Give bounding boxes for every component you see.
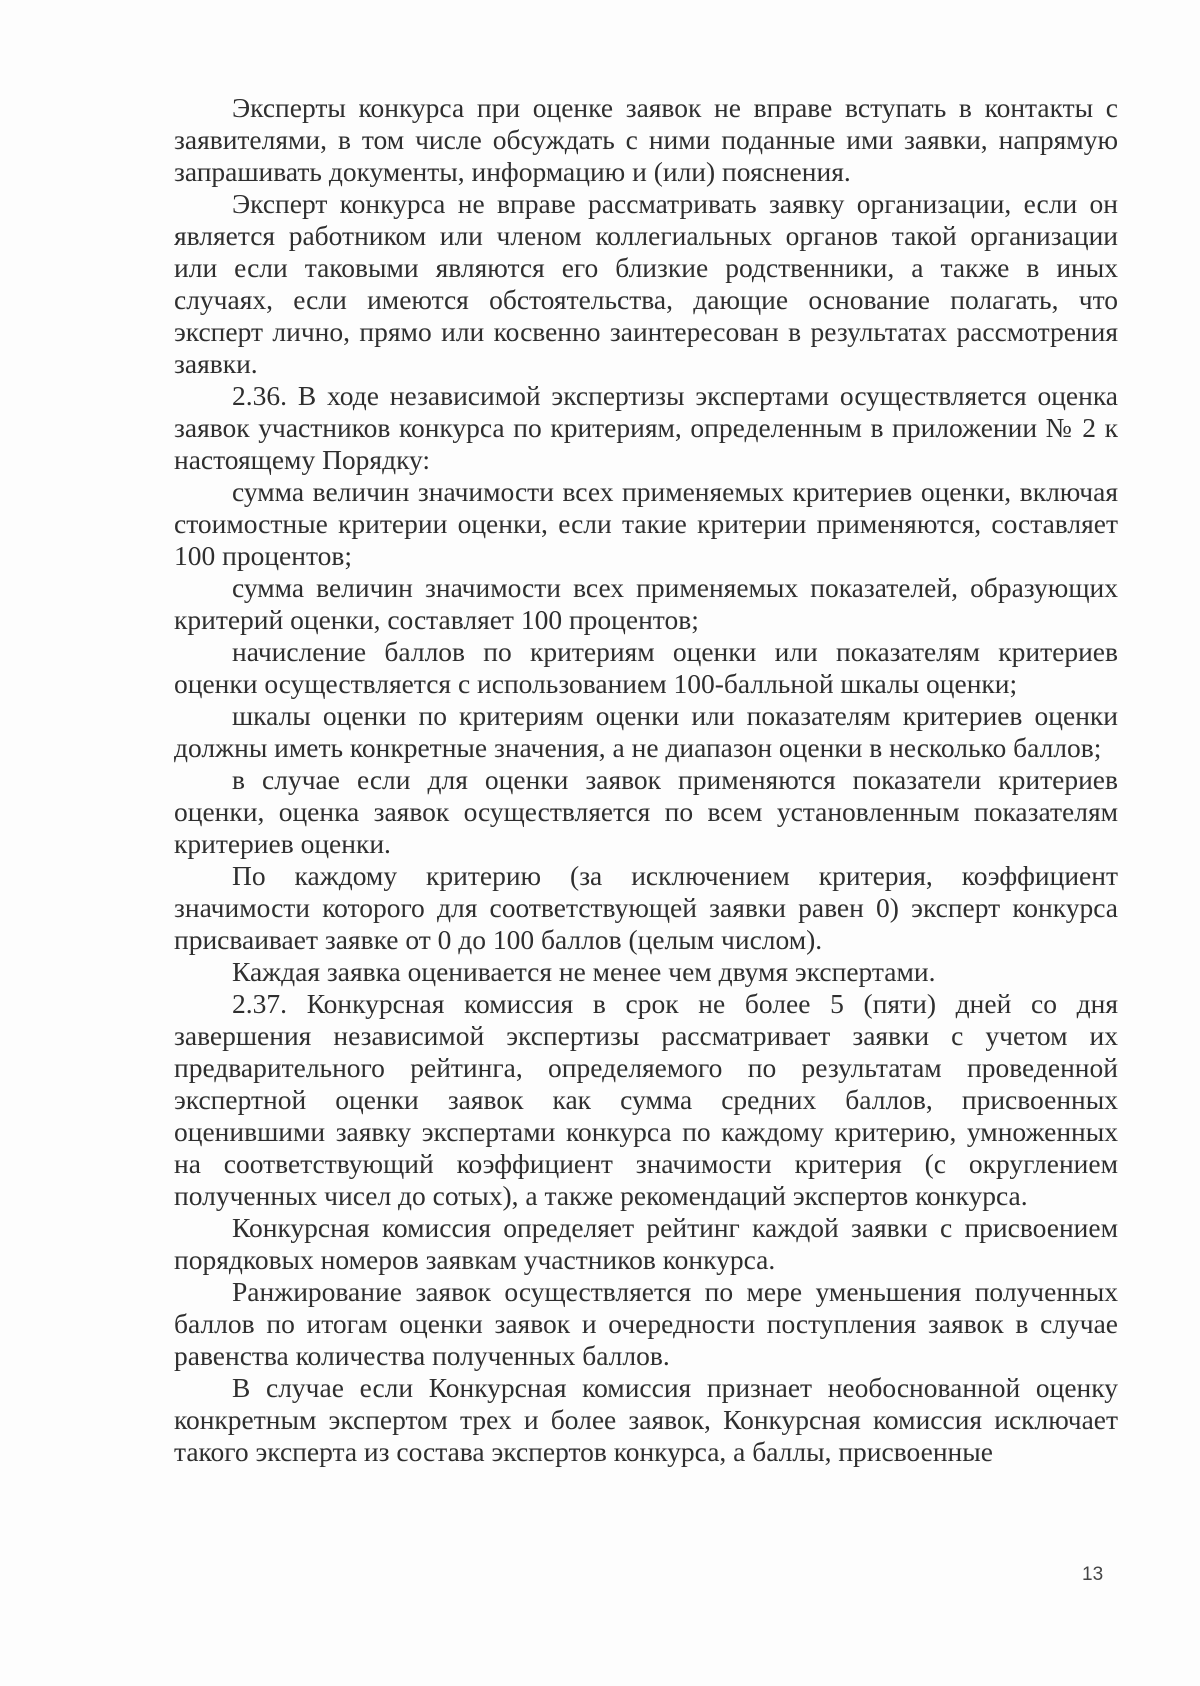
paragraph: начисление баллов по критериям оценки или показателям критериев оценки осуществляется с использованием 100-балльной шкалы оценки;: [174, 636, 1118, 699]
paragraph: Ранжирование заявок осуществляется по мере уменьшения полученных баллов по итогам оценки заявок и очередности поступления заявок в случае равенства количества полученных баллов.: [174, 1276, 1118, 1371]
page-number: 13: [1082, 1564, 1104, 1585]
document-body: [174, 92, 1118, 1468]
paragraph: в случае если для оценки заявок применяются показатели критериев оценки, оценка заявок осуществляется по всем установленным показателям критериев оценки.: [174, 764, 1118, 859]
paragraph: По каждому критерию (за исключением критерия, коэффициент значимости которого для соответствующей заявки равен 0) эксперт конкурса присваивает заявке от 0 до 100 баллов (целым числом).: [174, 860, 1118, 955]
paragraph: Эксперты конкурса при оценке заявок не вправе вступать в контакты с заявителями, в том числе обсуждать с ними поданные ими заявки, напрямую запрашивать документы, информацию и (или) пояснения.: [174, 92, 1118, 187]
paragraph: сумма величин значимости всех применяемых показателей, образующих критерий оценки, составляет 100 процентов;: [174, 572, 1118, 635]
paragraph: Каждая заявка оценивается не менее чем двумя экспертами.: [232, 956, 936, 987]
paragraph: В случае если Конкурсная комиссия признает необоснованной оценку конкретным экспертом трех и более заявок, Конкурсная комиссия исключает такого эксперта из состава экспертов конкурса, а баллы, присвоенные: [174, 1372, 1118, 1467]
paragraph: сумма величин значимости всех применяемых критериев оценки, включая стоимостные критерии оценки, если такие критерии применяются, составляет 100 процентов;: [174, 476, 1118, 571]
paragraph: шкалы оценки по критериям оценки или показателям критериев оценки должны иметь конкретные значения, а не диапазон оценки в несколько баллов;: [174, 700, 1118, 763]
paragraph: 2.37. Конкурсная комиссия в срок не более 5 (пяти) дней со дня завершения независимой экспертизы рассматривает заявки с учетом их предварительного рейтинга, определяемого по результатам проведенной экспертной оценки заявок как сумма средних баллов, присвоенных оценившими заявку экспертами конкурса по каждому критерию, умноженных на соответствующий коэффициент значимости критерия (с округлением полученных чисел до сотых), а также рекомендаций экспертов конкурса.: [174, 988, 1118, 1211]
paragraph: Конкурсная комиссия определяет рейтинг каждой заявки с присвоением порядковых номеров заявкам участников конкурса.: [174, 1212, 1118, 1275]
paragraph: Эксперт конкурса не вправе рассматривать заявку организации, если он является работником или членом коллегиальных органов такой организации или если таковыми являются его близкие родственники, а также в иных случаях, если имеются обстоятельства, дающие основание полагать, что эксперт лично, прямо или косвенно заинтересован в результатах рассмотрения заявки.: [174, 188, 1118, 379]
paragraph: 2.36. В ходе независимой экспертизы экспертами осуществляется оценка заявок участников конкурса по критериям, определенным в приложении № 2 к настоящему Порядку:: [174, 380, 1118, 475]
